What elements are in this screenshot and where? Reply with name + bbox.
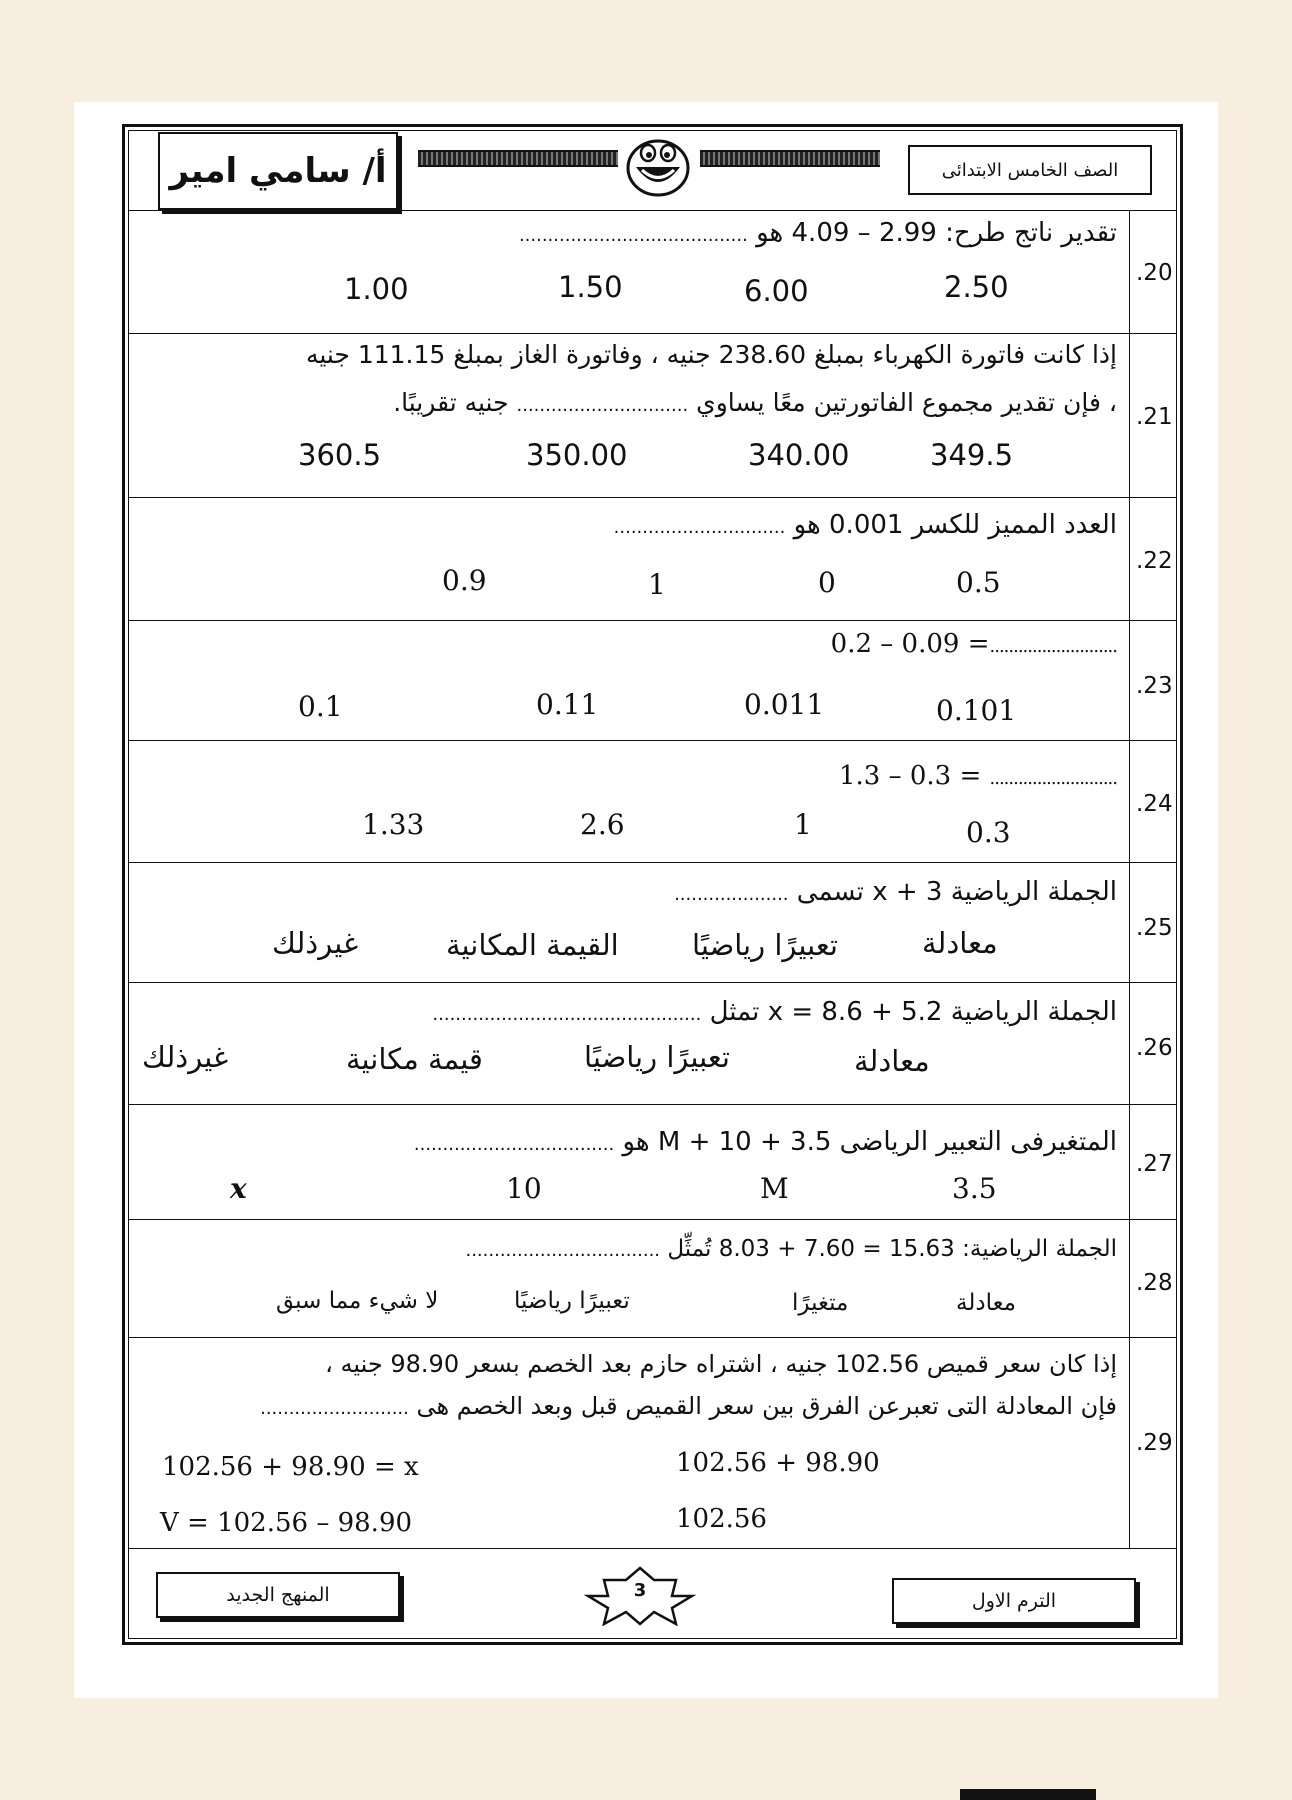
answer-option[interactable]: M [760, 1172, 789, 1205]
answer-option[interactable]: تعبيرًا رياضيًا [514, 1288, 630, 1314]
question-text: فإن المعادلة التى تعبرعن الفرق بين سعر القميص قبل وبعد الخصم هى [416, 1392, 1117, 1420]
question-text: إذا كانت فاتورة الكهرباء بمبلغ 238.60 جنيه ، وفاتورة الغاز بمبلغ 111.15 جنيه [305, 340, 1117, 369]
answer-option[interactable]: 1.00 [344, 272, 409, 306]
question-row: .27 المتغيرفى التعبير الرياضى M + 10 + 3.5 هو ................................... [128, 1105, 1177, 1220]
answer-option[interactable]: متغيرًا [792, 1290, 849, 1316]
curriculum-label: المنهج الجديد [156, 1572, 400, 1618]
question-row: .21 إذا كانت فاتورة الكهرباء بمبلغ 238.60 جنيه ، وفاتورة الغاز بمبلغ 111.15 جنيه ، فإن تقدير مجموع الفاتورتين معًا يساوي .............................. جنيه تقريبًا. [128, 334, 1177, 498]
answer-option[interactable]: 0.101 [936, 694, 1017, 727]
question-text: جنيه تقريبًا. [393, 388, 509, 417]
question-number: .23 [1136, 673, 1173, 699]
answer-option[interactable]: 1 [794, 808, 812, 841]
answer-option[interactable]: 0.011 [744, 688, 825, 721]
answer-option[interactable]: غيرذلك [142, 1040, 229, 1074]
question-row: .20 تقدير ناتج طرح: 2.99 – 4.09 هو ........................................ [128, 210, 1177, 334]
answer-option[interactable]: V = 102.56 – 98.90 [160, 1508, 413, 1538]
question-text: الجملة الرياضية: 15.63 = 7.60 + 8.03 تُمثِّل [667, 1236, 1117, 1262]
question-text: الجملة الرياضية 5.2 + x = 8.6 تمثل [709, 997, 1117, 1027]
answer-option[interactable]: 102.56 [676, 1504, 767, 1534]
answer-option[interactable]: 0.9 [442, 564, 487, 597]
answer-option[interactable]: 1 [648, 568, 666, 601]
question-number: .26 [1136, 1035, 1173, 1061]
answer-option[interactable]: معادلة [922, 926, 998, 960]
answer-option[interactable]: 340.00 [748, 438, 850, 472]
scan-edge-mark [960, 1789, 1096, 1800]
answer-option[interactable]: 3.5 [952, 1172, 997, 1205]
question-number: .21 [1136, 404, 1173, 430]
answer-option[interactable]: معادلة [956, 1290, 1017, 1316]
question-text: 1.3 – 0.3 = [838, 761, 982, 791]
answer-option[interactable]: لا شيء مما سبق [276, 1288, 439, 1314]
answer-option[interactable]: معادلة [854, 1044, 930, 1078]
answer-option[interactable]: 10 [506, 1172, 542, 1205]
answer-option[interactable]: 350.00 [526, 438, 628, 472]
answer-option[interactable]: القيمة المكانية [446, 928, 619, 962]
question-text: تقدير ناتج طرح: 2.99 – 4.09 هو [756, 218, 1117, 248]
answer-option[interactable]: تعبيرًا رياضيًا [584, 1040, 730, 1074]
question-row: .23 ...........................0.2 – 0.09 = [128, 621, 1177, 741]
question-text: المتغيرفى التعبير الرياضى M + 10 + 3.5 هو [622, 1127, 1117, 1157]
decorative-bar [700, 150, 880, 167]
question-text: ، فإن تقدير مجموع الفاتورتين معًا يساوي [696, 388, 1117, 417]
question-text: 0.2 – 0.09 = [830, 629, 990, 659]
answer-option[interactable]: 360.5 [298, 438, 382, 472]
page-number: 3 [633, 1580, 647, 1601]
answer-option[interactable]: 2.50 [944, 270, 1009, 304]
question-number: .29 [1136, 1430, 1173, 1456]
answer-option[interactable]: 6.00 [744, 274, 809, 308]
question-number: .20 [1136, 260, 1173, 286]
question-row: .26 الجملة الرياضية 5.2 + x = 8.6 تمثل ............................................... [128, 983, 1177, 1105]
answer-option[interactable]: قيمة مكانية [346, 1042, 483, 1076]
question-row: .22 العدد المميز للكسر 0.001 هو .............................. [128, 498, 1177, 621]
question-row: .25 الجملة الرياضية x + 3 تسمى .................... [128, 863, 1177, 983]
question-number: .27 [1136, 1151, 1173, 1177]
question-text: إذا كان سعر قميص 102.56 جنيه ، اشتراه حازم بعد الخصم بسعر 98.90 جنيه ، [325, 1350, 1117, 1378]
question-number: .22 [1136, 548, 1173, 574]
grade-label: الصف الخامس الابتدائى [908, 145, 1152, 195]
question-number: .24 [1136, 791, 1173, 817]
answer-option[interactable]: غيرذلك [272, 926, 359, 960]
answer-option[interactable]: 349.5 [930, 438, 1014, 472]
question-row: .28 الجملة الرياضية: 15.63 = 7.60 + 8.03 تُمثِّل .................................. [128, 1220, 1177, 1338]
question-number: .25 [1136, 915, 1173, 941]
term-label: الترم الاول [892, 1578, 1136, 1624]
question-row: .24 ........................... 1.3 – 0.3 = [128, 741, 1177, 863]
teacher-name: أ/ سامي امير [158, 132, 398, 210]
answer-option[interactable]: 102.56 + 98.90 [676, 1448, 880, 1478]
smiley-face-icon [620, 135, 696, 197]
answer-option[interactable]: 0.1 [298, 690, 343, 723]
answer-option[interactable]: 0.11 [536, 688, 599, 721]
question-text: العدد المميز للكسر 0.001 هو [793, 510, 1117, 540]
question-number: .28 [1136, 1270, 1173, 1296]
answer-option[interactable]: 0.3 [966, 816, 1011, 849]
answer-option[interactable]: 1.33 [362, 808, 425, 841]
answer-option[interactable]: 1.50 [558, 270, 623, 304]
answer-option[interactable]: 0.5 [956, 566, 1001, 599]
question-row: .29 إذا كان سعر قميص 102.56 جنيه ، اشتراه حازم بعد الخصم بسعر 98.90 جنيه ، فإن المعادلة التى تعبرعن الفرق بين سعر القميص قبل وبعد الخصم هى .......................... [128, 1338, 1177, 1548]
answer-option[interactable]: تعبيرًا رياضيًا [692, 928, 838, 962]
answer-option[interactable]: x [230, 1172, 247, 1205]
decorative-bar [418, 150, 618, 167]
divider [128, 1548, 1177, 1549]
answer-option[interactable]: 0 [818, 566, 836, 599]
answer-option[interactable]: 102.56 + 98.90 = x [162, 1452, 419, 1482]
question-text: الجملة الرياضية x + 3 تسمى [796, 877, 1117, 907]
answer-option[interactable]: 2.6 [580, 808, 625, 841]
